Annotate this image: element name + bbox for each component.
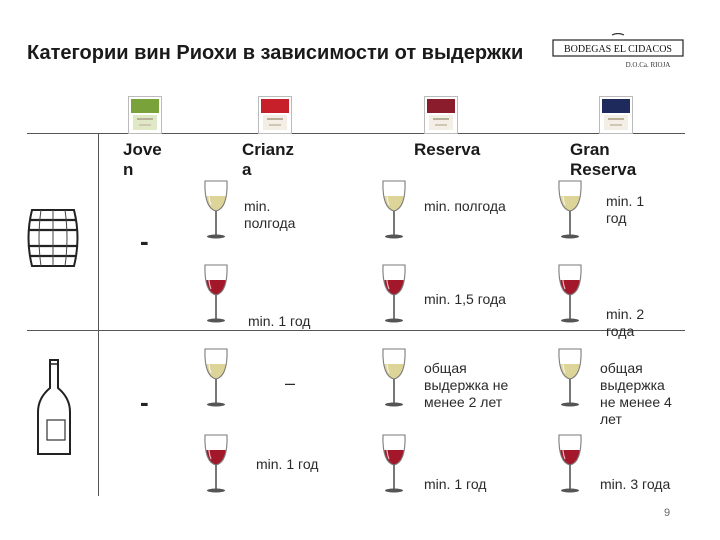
category-joven	[123, 140, 162, 180]
reserva-red-bottle: min. 1 год	[424, 476, 487, 492]
crianza-wine-label	[258, 96, 292, 134]
reserva-white-barrel: min. полгода	[424, 198, 506, 214]
label-body	[429, 115, 453, 130]
logo-sub-text: D.O.Ca. RIOJA	[625, 61, 671, 69]
label-body	[604, 115, 628, 130]
category-line: n	[123, 160, 134, 179]
cell-line: выдержка не	[424, 377, 509, 393]
category-line: Reserva	[570, 160, 637, 179]
white-wine-glass-icon	[379, 346, 409, 408]
red-wine-glass-icon	[555, 432, 585, 494]
cell-line: выдержка	[600, 377, 665, 393]
white-wine-glass-icon	[201, 178, 231, 240]
cell-line: менее 2 лет	[424, 394, 503, 410]
cell-line: лет	[600, 411, 622, 427]
category-gran-reserva	[570, 140, 636, 180]
gran-reserva-red-bottle: min. 3 года	[600, 476, 671, 492]
cell-line: общая	[600, 360, 643, 376]
reserva-wine-label	[424, 96, 458, 134]
cell-line: год	[606, 210, 627, 226]
gran-reserva-white-barrel	[606, 193, 644, 227]
reserva-red-barrel: min. 1,5 года	[424, 291, 506, 307]
joven-barrel-value: -	[140, 226, 149, 256]
label-band	[427, 99, 455, 113]
category-line: Reserva	[414, 140, 481, 159]
slide-title: Категории вин Риохи в зависимости от выдержки	[27, 42, 524, 64]
crianza-red-bottle: min. 1 год	[256, 456, 319, 472]
cell-line: не менее 4	[600, 394, 672, 410]
crianza-white-barrel	[244, 198, 295, 232]
category-crianza	[242, 140, 294, 180]
gran-reserva-red-barrel	[606, 306, 644, 340]
page-number: 9	[664, 507, 671, 519]
bottle-icon	[34, 358, 74, 458]
label-band	[261, 99, 289, 113]
row-divider	[27, 330, 685, 331]
gran-reserva-wine-label	[599, 96, 633, 134]
column-divider	[98, 133, 99, 496]
category-reserva	[414, 140, 480, 160]
red-wine-glass-icon	[379, 262, 409, 324]
white-wine-glass-icon	[201, 346, 231, 408]
category-line: Crianz	[242, 140, 294, 159]
label-body	[263, 115, 287, 130]
white-wine-glass-icon	[555, 346, 585, 408]
label-band	[131, 99, 159, 113]
red-wine-glass-icon	[201, 262, 231, 324]
cell-line: общая	[424, 360, 467, 376]
category-line: a	[242, 160, 252, 179]
joven-bottle-value: -	[140, 387, 149, 417]
crianza-white-bottle: –	[285, 373, 296, 393]
category-line: Jove	[123, 140, 162, 159]
gran-reserva-white-bottle	[600, 360, 672, 428]
header-divider	[27, 133, 685, 134]
category-line: Gran	[570, 140, 610, 159]
barrel-icon	[24, 206, 82, 270]
cell-line: min. 2	[606, 306, 645, 322]
reserva-white-bottle	[424, 360, 508, 411]
logo-brand-text: BODEGAS EL CIDACOS	[564, 44, 672, 55]
crianza-red-barrel: min. 1 год	[248, 313, 311, 329]
cell-line: min. 1	[606, 193, 645, 209]
white-wine-glass-icon	[379, 178, 409, 240]
cell-line: min.	[244, 198, 271, 214]
cell-line: полгода	[244, 215, 296, 231]
joven-wine-label	[128, 96, 162, 134]
white-wine-glass-icon	[555, 178, 585, 240]
red-wine-glass-icon	[379, 432, 409, 494]
label-band	[602, 99, 630, 113]
bodegas-logo	[552, 33, 684, 73]
red-wine-glass-icon	[555, 262, 585, 324]
red-wine-glass-icon	[201, 432, 231, 494]
cell-line: года	[606, 323, 635, 339]
label-body	[133, 115, 157, 130]
